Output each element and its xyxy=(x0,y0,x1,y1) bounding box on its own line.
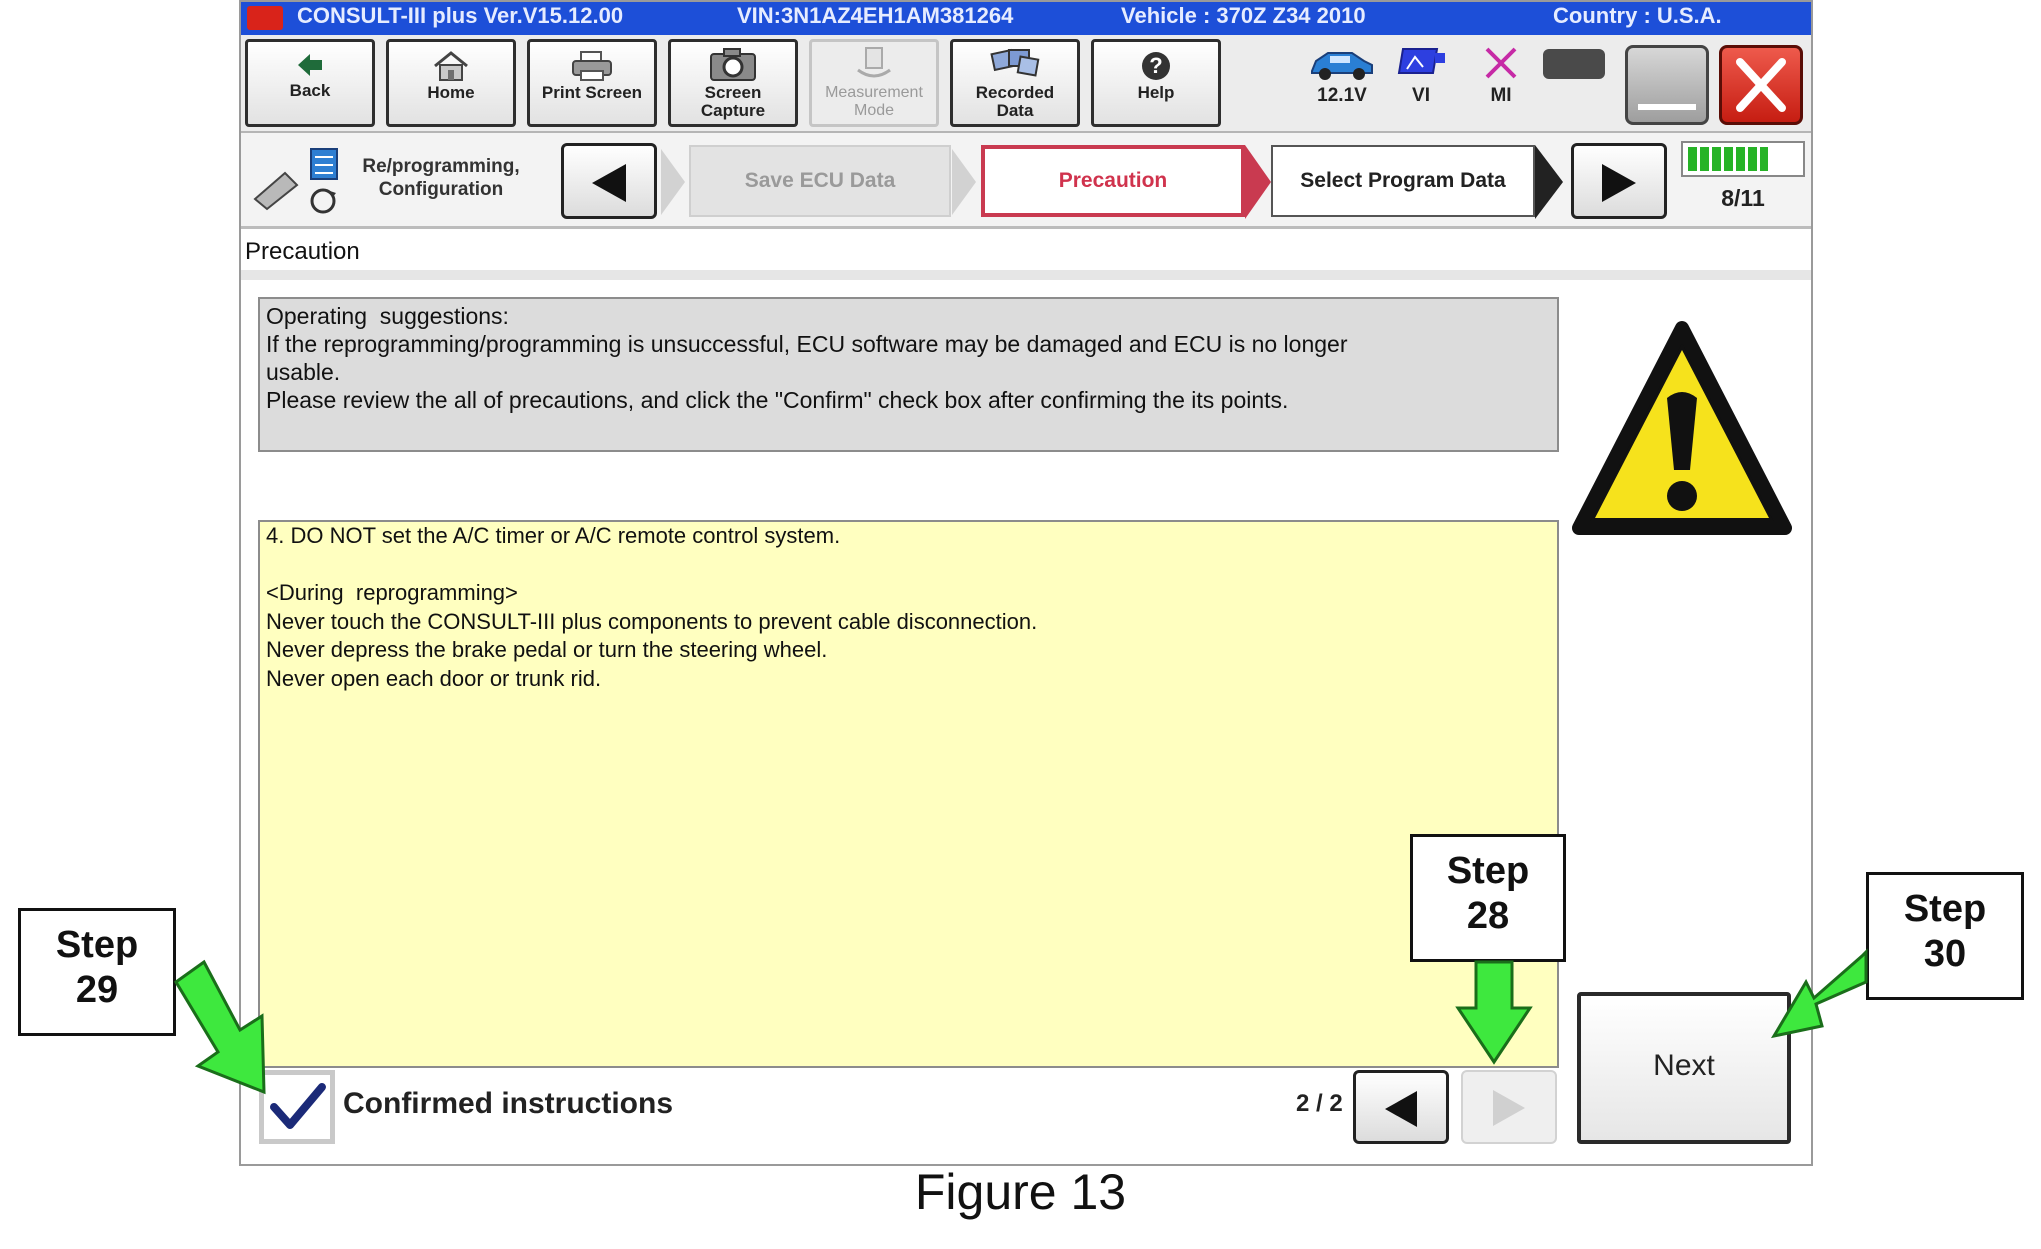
recorded-label-1: Recorded xyxy=(975,83,1055,102)
ops-line: usable. xyxy=(266,359,341,385)
minimize-button[interactable] xyxy=(1625,45,1709,125)
vin-text: VIN:3N1AZ4EH1AM381264 xyxy=(737,3,1014,28)
vi-text: VI xyxy=(1412,85,1430,106)
callout-step-30-line2: 30 xyxy=(1923,933,1967,975)
measurement-label-1: Measurement xyxy=(825,84,923,101)
callout-step-29 xyxy=(18,908,176,1036)
camera-icon xyxy=(708,46,758,82)
precaution-line: Never open each door or trunk rid. xyxy=(266,665,602,691)
measurement-label-2: Mode xyxy=(853,102,895,119)
precaution-line: 4. DO NOT set the A/C timer or A/C remote control system. xyxy=(266,523,841,548)
print-screen-label: Print Screen xyxy=(541,83,643,102)
vi-status xyxy=(1391,45,1451,107)
battery-voltage-status xyxy=(1307,45,1377,107)
checkmark-icon xyxy=(264,1075,330,1139)
measurement-mode-button[interactable] xyxy=(809,39,939,127)
section-label-line1: Re/programming, xyxy=(362,156,520,177)
warning-icon xyxy=(1571,320,1793,544)
help-button[interactable] xyxy=(1091,39,1221,127)
mi-status xyxy=(1471,45,1531,107)
next-button[interactable]: Next xyxy=(1577,992,1791,1144)
triangle-left-icon xyxy=(1379,1087,1423,1131)
precaution-text-box xyxy=(258,520,1559,1068)
figure-caption: Figure 13 xyxy=(914,1164,1127,1220)
precaution-line: <During reprogramming> xyxy=(266,580,518,605)
section-label-line2: Configuration xyxy=(378,179,504,200)
measurement-icon xyxy=(854,46,894,82)
step-progress-bar xyxy=(1681,141,1805,177)
confirmed-instructions-label: Confirmed instructions xyxy=(343,1087,674,1120)
home-label: Home xyxy=(427,83,475,102)
crumb-separator-icon xyxy=(1535,145,1565,219)
close-icon xyxy=(1722,48,1800,122)
breadcrumb-forward-button[interactable] xyxy=(1571,143,1667,219)
screen-capture-label-2: Capture xyxy=(700,101,766,120)
triangle-right-icon xyxy=(1596,160,1642,206)
step-counter: 8/11 xyxy=(1721,185,1765,211)
ops-line: Please review the all of precautions, and click the "Confirm" check box after confirming the its points. xyxy=(266,387,1289,413)
triangle-right-icon xyxy=(1487,1086,1531,1130)
home-button[interactable] xyxy=(386,39,516,127)
callout-step-29-line2: 29 xyxy=(75,969,119,1011)
vi-device-icon xyxy=(1393,45,1449,81)
screen-capture-button[interactable] xyxy=(668,39,798,127)
help-label: Help xyxy=(1137,83,1175,102)
section-divider xyxy=(241,270,1811,280)
page-next-button[interactable] xyxy=(1461,1070,1557,1144)
callout-step-30 xyxy=(1866,872,2024,1000)
mi-disconnected-icon xyxy=(1481,45,1521,81)
operating-suggestions-box xyxy=(258,297,1559,452)
crumb-separator-icon xyxy=(952,149,978,215)
recorded-data-icon xyxy=(989,46,1041,82)
recorded-label-2: Data xyxy=(996,101,1034,120)
reprogramming-icon xyxy=(247,143,345,219)
page-previous-button[interactable] xyxy=(1353,1070,1449,1144)
consult-logo-icon xyxy=(247,6,283,30)
vehicle-text: Vehicle : 370Z Z34 2010 xyxy=(1121,3,1366,28)
svg-text:?: ? xyxy=(1149,53,1163,78)
step-select-program-data: Select Program Data xyxy=(1271,145,1535,217)
callout-step-28 xyxy=(1410,834,1566,962)
triangle-left-icon xyxy=(586,160,632,206)
consult-window xyxy=(239,0,1813,1166)
car-icon xyxy=(1308,45,1376,81)
section-title: Precaution xyxy=(245,238,360,265)
breadcrumb xyxy=(241,133,1811,229)
toolbar xyxy=(241,35,1811,133)
breadcrumb-back-button[interactable] xyxy=(561,143,657,219)
precaution-line: Never depress the brake pedal or turn the steering wheel. xyxy=(266,637,828,662)
step-precaution-current: Precaution xyxy=(981,145,1245,217)
callout-step-28-line2: 28 xyxy=(1466,895,1510,937)
page-indicator: 2 / 2 xyxy=(1296,1090,1343,1117)
country-text: Country : U.S.A. xyxy=(1553,3,1722,28)
help-icon xyxy=(1140,50,1172,82)
callout-step-29-line1: Step xyxy=(55,924,139,966)
confirmed-instructions-checkbox[interactable] xyxy=(259,1070,335,1144)
voltage-text: 12.1V xyxy=(1317,85,1367,106)
step-progress-fill xyxy=(1688,147,1768,171)
callout-step-30-line1: Step xyxy=(1903,888,1987,930)
title-bar xyxy=(241,2,1811,35)
print-screen-button[interactable] xyxy=(527,39,657,127)
screen-capture-label-1: Screen xyxy=(704,83,762,102)
ops-line: Operating suggestions: xyxy=(266,303,509,329)
close-button[interactable] xyxy=(1719,45,1803,125)
printer-icon xyxy=(569,50,615,82)
back-button[interactable] xyxy=(245,39,375,127)
crumb-separator-current-icon xyxy=(1245,145,1273,219)
callout-step-28-line1: Step xyxy=(1446,850,1530,892)
crumb-separator-icon xyxy=(661,149,687,215)
precaution-line: Never touch the CONSULT-III plus components to prevent cable disconnection. xyxy=(266,608,1038,634)
app-title: CONSULT-III plus Ver.V15.12.00 xyxy=(297,3,624,28)
step-save-ecu-data: Save ECU Data xyxy=(689,145,951,217)
precaution-line xyxy=(266,551,1551,580)
mi-text: MI xyxy=(1490,85,1512,106)
battery-icon xyxy=(1543,49,1605,79)
recorded-data-button[interactable] xyxy=(950,39,1080,127)
back-arrow-icon xyxy=(295,50,325,80)
back-label: Back xyxy=(289,81,331,100)
reprogramming-section-label xyxy=(356,155,526,201)
minimize-icon xyxy=(1638,104,1696,110)
ops-line: If the reprogramming/programming is unsuccessful, ECU software may be damaged and ECU is no longer xyxy=(266,331,1348,357)
home-icon xyxy=(432,50,470,82)
